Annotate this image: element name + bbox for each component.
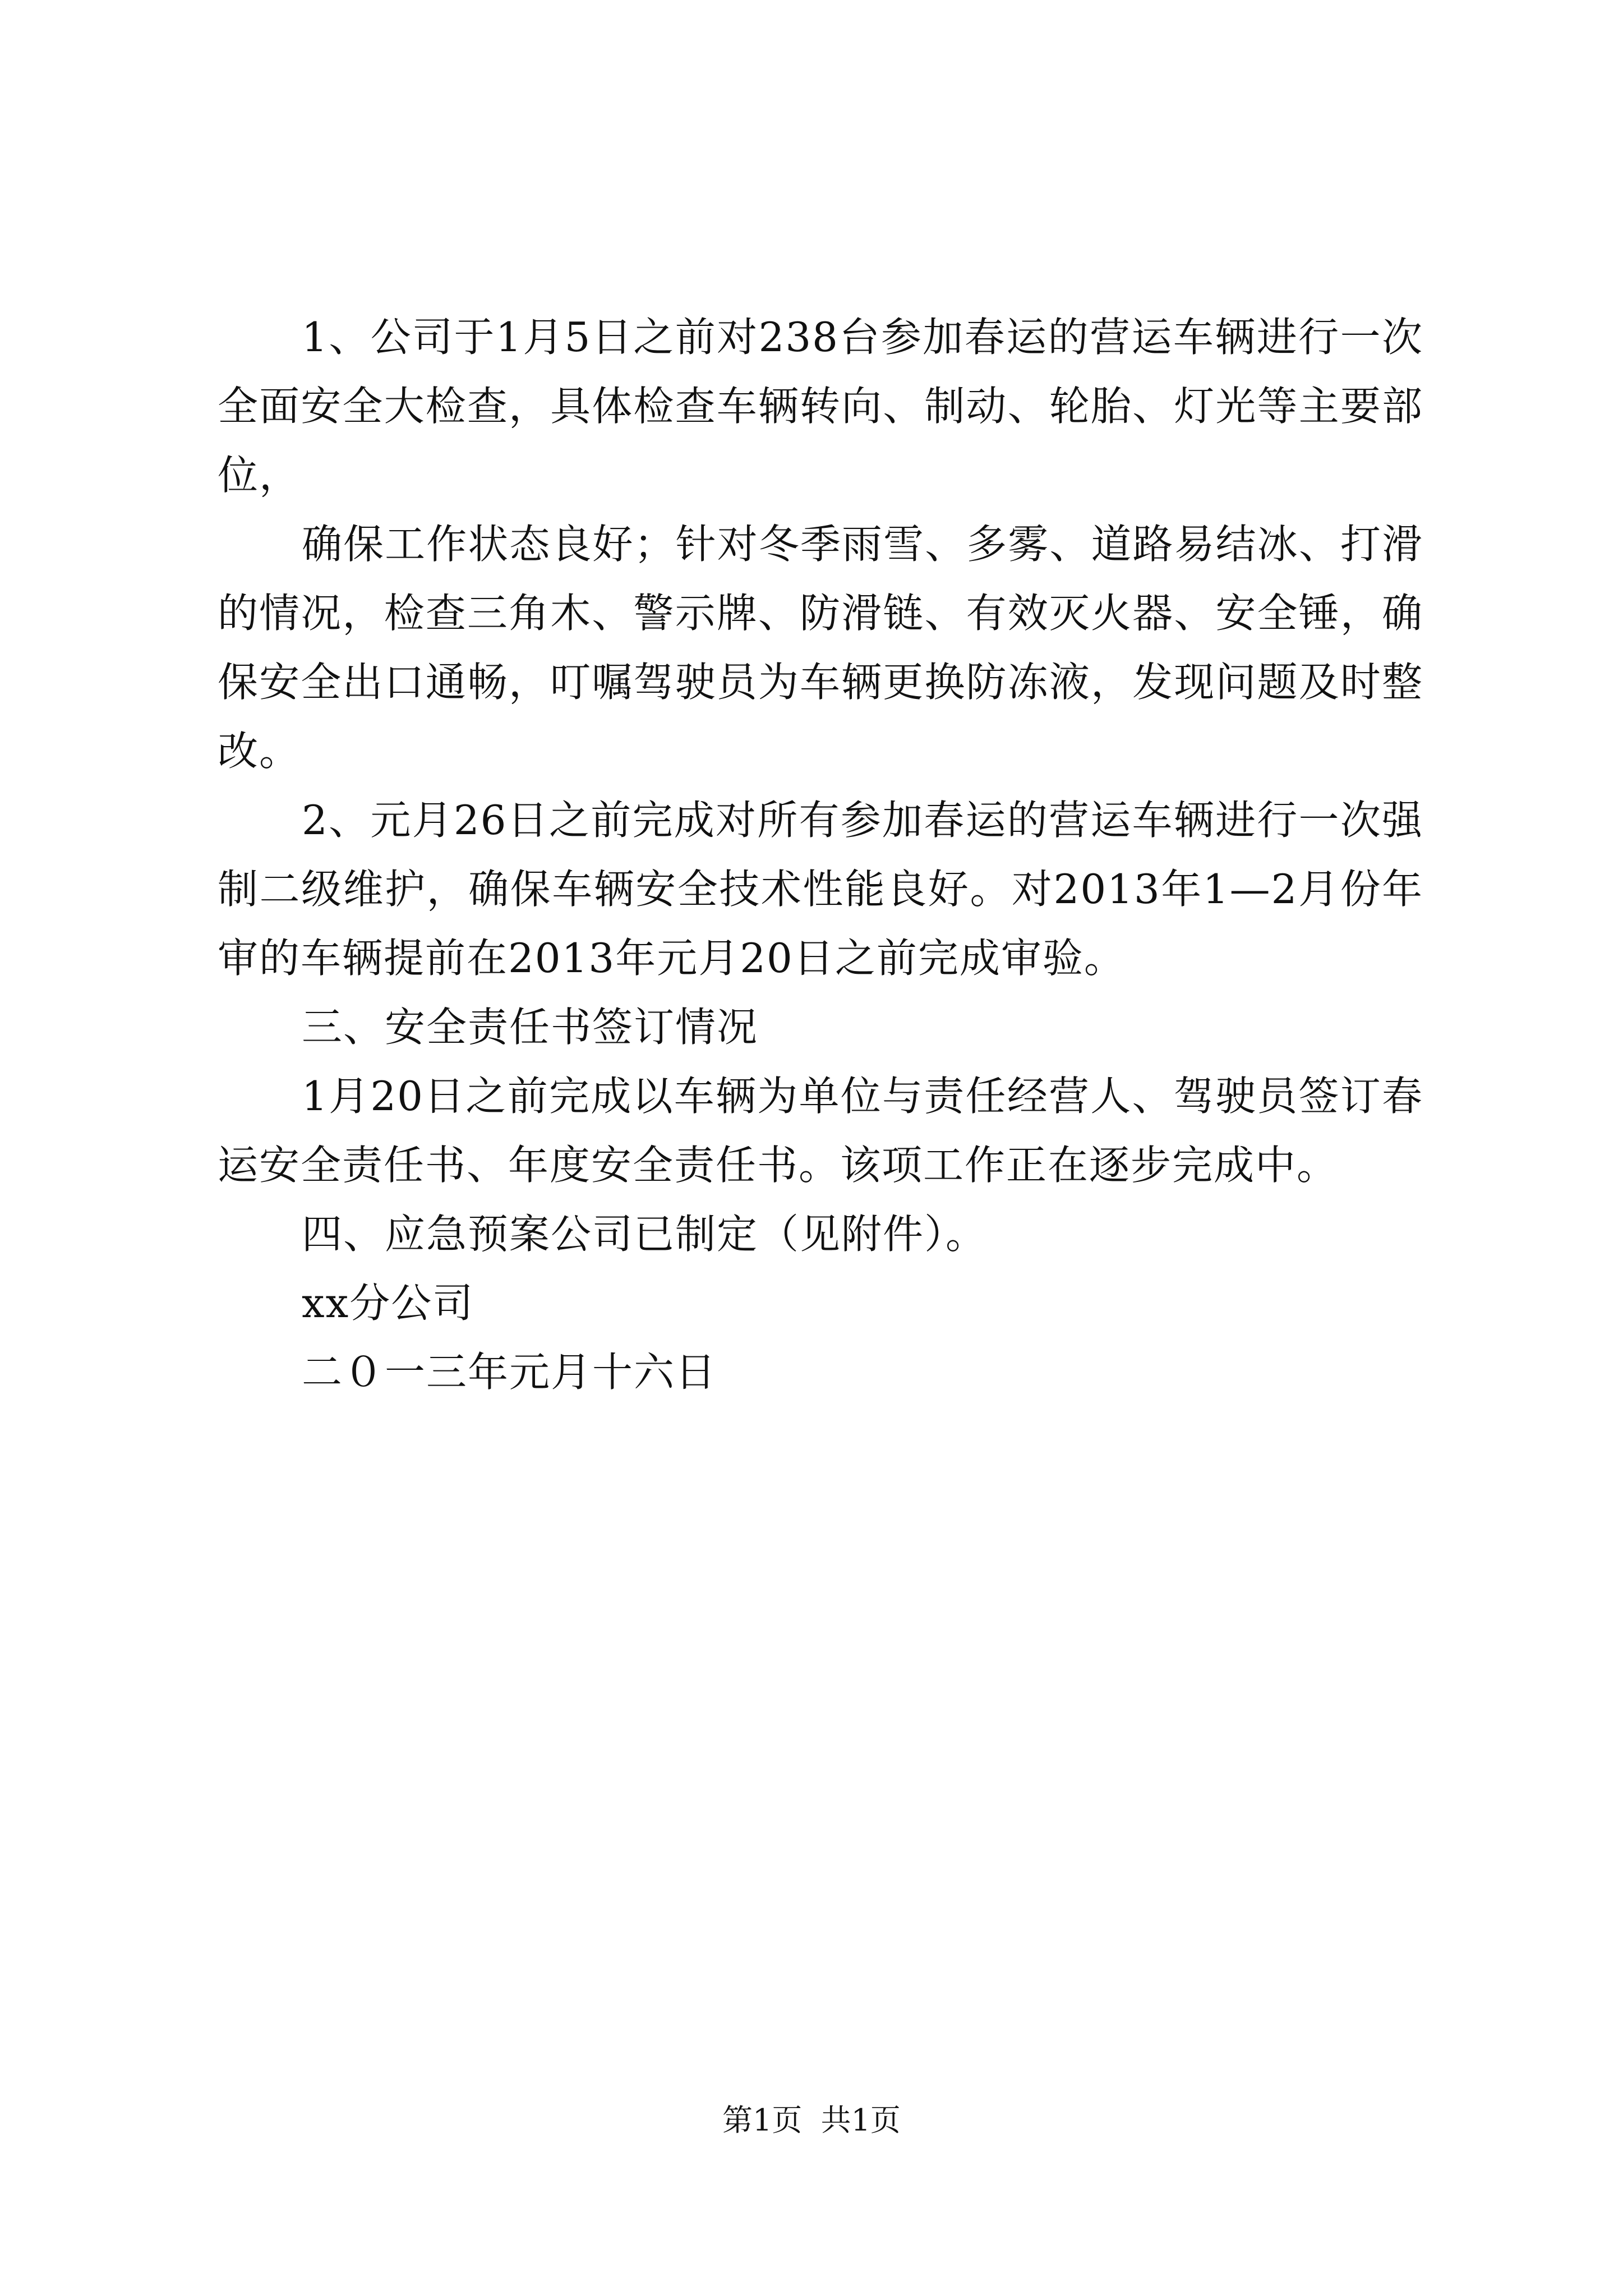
paragraph-responsibility: 1月20日之前完成以车辆为单位与责任经营人、驾驶员签订春运安全责任书、年度安全责任书。该项工作正在逐步完成中。 — [218, 1073, 1423, 1189]
signature-company: xx分公司 — [302, 1280, 474, 1327]
section-heading-emergency-plan: 四、应急预案公司已制定（见附件）。 — [302, 1211, 988, 1258]
document-body — [218, 303, 1423, 1407]
page-number: 第1页 — [722, 2102, 803, 2138]
paragraph-maintenance: 2、元月26日之前完成对所有参加春运的营运车辆进行一次强制二级维护，确保车辆安全技术性能良好。对2013年1—2月份年审的车辆提前在2013年元月20日之前完成审验。 — [218, 797, 1423, 982]
page-footer — [0, 2101, 1623, 2140]
section-heading-responsibility: 三、安全责任书签订情况 — [302, 1004, 759, 1051]
paragraph-inspection: 1、公司于1月5日之前对238台参加春运的营运车辆进行一次全面安全大检查，具体检查车辆转向、制动、轮胎、灯光等主要部位， — [218, 314, 1423, 499]
paragraph-working-condition: 确保工作状态良好；针对冬季雨雪、多雾、道路易结冰、打滑的情况，检查三角木、警示牌、防滑链、有效灭火器、安全锤，确保安全出口通畅，叮嘱驾驶员为车辆更换防冻液，发现问题及时整改。 — [218, 521, 1423, 775]
signature-date: 二０一三年元月十六日 — [302, 1349, 717, 1396]
page-total: 共1页 — [820, 2102, 901, 2138]
